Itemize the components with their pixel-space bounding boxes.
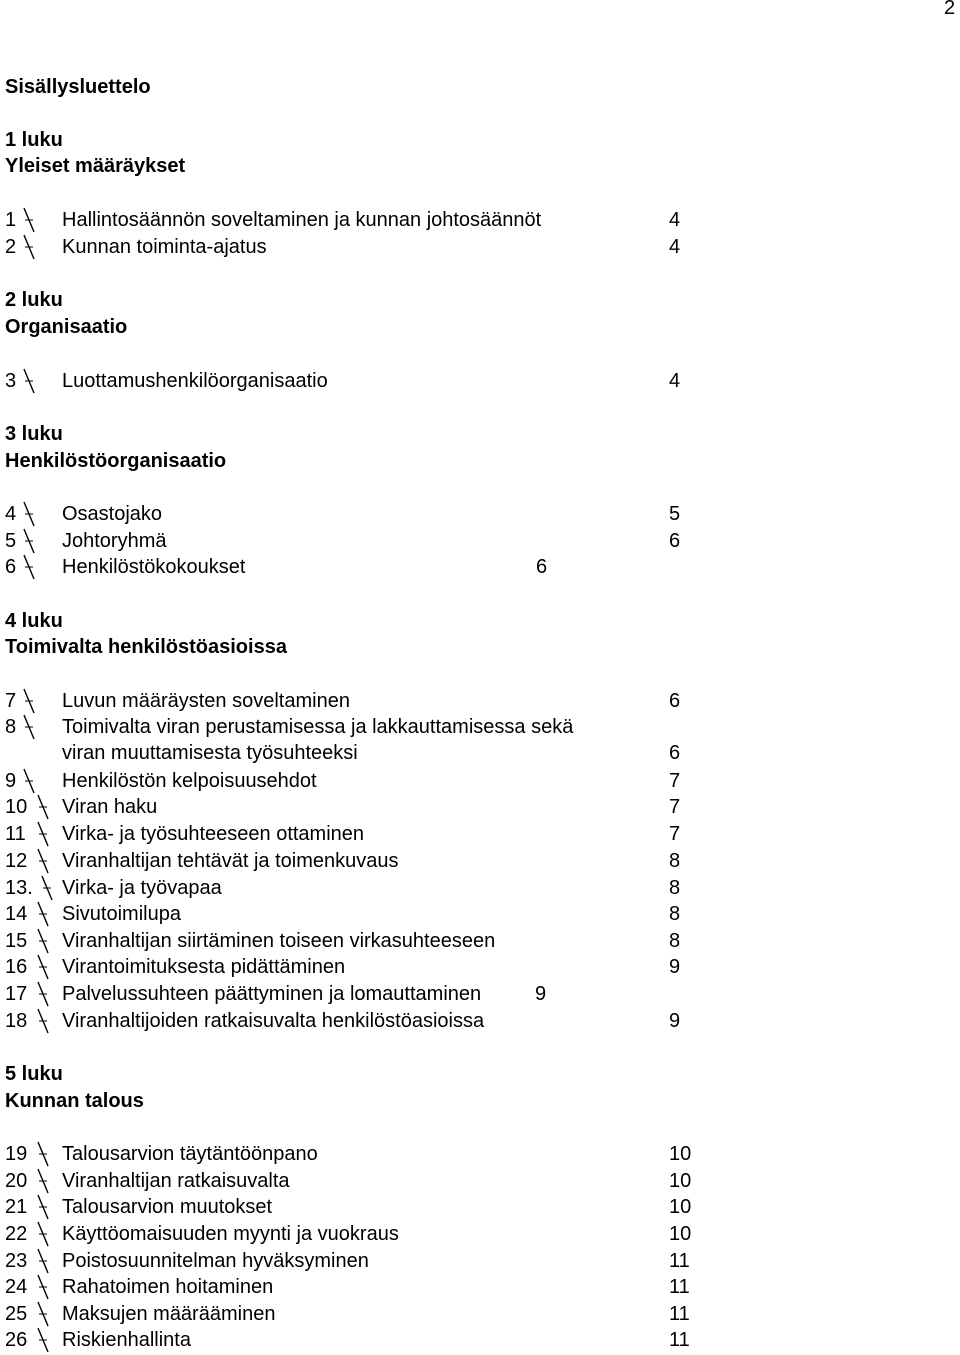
toc-entry xyxy=(5,928,705,954)
entry-page: 9 xyxy=(669,956,681,978)
entry-title: Maksujen määrääminen xyxy=(62,1303,276,1325)
entry-title: Virka- ja työvapaa xyxy=(62,877,222,899)
entry-number: 2 xyxy=(5,236,17,258)
section-sign-icon xyxy=(21,713,37,741)
toc-entry xyxy=(5,1194,705,1220)
toc-entry xyxy=(5,1221,705,1247)
toc-entry xyxy=(5,1168,705,1194)
entry-number: 21 xyxy=(5,1196,28,1218)
chapter-2-number: 2 luku xyxy=(5,289,63,311)
entry-title: Talousarvion täytäntöönpano xyxy=(62,1143,318,1165)
entry-page: 11 xyxy=(669,1329,690,1351)
toc-entry xyxy=(5,901,705,927)
entry-number: 17 xyxy=(5,983,28,1005)
entry-number: 6 xyxy=(5,556,17,578)
entry-number: 11 xyxy=(5,823,26,845)
entry-page: 9 xyxy=(535,983,547,1005)
section-sign-icon xyxy=(21,687,37,715)
chapter-5-name: Kunnan talous xyxy=(5,1090,144,1112)
entry-number: 7 xyxy=(5,690,17,712)
toc-entry xyxy=(5,501,705,527)
entry-number: 23 xyxy=(5,1250,28,1272)
chapter-1-name: Yleiset määräykset xyxy=(5,155,186,177)
entry-number: 26 xyxy=(5,1329,28,1351)
entry-title: Viran haku xyxy=(62,796,158,818)
section-sign-icon xyxy=(21,500,37,528)
entry-page: 11 xyxy=(669,1276,690,1298)
chapter-1-number: 1 luku xyxy=(5,129,63,151)
entry-page: 11 xyxy=(669,1303,690,1325)
entry-page: 10 xyxy=(669,1223,692,1245)
section-sign-icon xyxy=(35,1193,51,1221)
entry-number: 18 xyxy=(5,1010,28,1032)
entry-title: Poistosuunnitelman hyväksyminen xyxy=(62,1250,369,1272)
section-sign-icon xyxy=(35,1326,51,1354)
entry-number: 8 xyxy=(5,716,17,738)
toc-entry xyxy=(5,234,705,260)
section-sign-icon xyxy=(35,1007,51,1035)
entry-number: 25 xyxy=(5,1303,28,1325)
toc-entry xyxy=(5,688,705,714)
section-sign-icon xyxy=(21,553,37,581)
entry-title: Virka- ja työsuhteeseen ottaminen xyxy=(62,823,365,845)
entry-number: 24 xyxy=(5,1276,28,1298)
section-sign-icon xyxy=(21,233,37,261)
section-sign-icon xyxy=(35,1247,51,1275)
entry-number: 19 xyxy=(5,1143,28,1165)
toc-entry xyxy=(5,1327,705,1353)
section-sign-icon xyxy=(35,953,51,981)
entry-title: Kunnan toiminta-ajatus xyxy=(62,236,267,258)
entry-number: 13. xyxy=(5,877,33,899)
entry-title: Sivutoimilupa xyxy=(62,903,181,925)
chapter-5-number: 5 luku xyxy=(5,1063,63,1085)
entry-page: 6 xyxy=(669,530,681,552)
entry-number: 1 xyxy=(5,209,17,231)
chapter-4-number: 4 luku xyxy=(5,610,63,632)
toc-entry xyxy=(5,368,705,394)
toc-entry xyxy=(5,528,705,554)
chapter-4-name: Toimivalta henkilöstöasioissa xyxy=(5,636,287,658)
toc-entry xyxy=(5,981,705,1007)
entry-number: 12 xyxy=(5,850,28,872)
entry-title: Virantoimituksesta pidättäminen xyxy=(62,956,346,978)
entry-page: 8 xyxy=(669,930,681,952)
entry-page: 6 xyxy=(536,556,548,578)
entry-page: 6 xyxy=(669,690,681,712)
toc-entry xyxy=(5,1301,705,1327)
entry-page: 8 xyxy=(669,850,681,872)
entry-number: 4 xyxy=(5,503,17,525)
entry-number: 10 xyxy=(5,796,28,818)
section-sign-icon xyxy=(21,767,37,795)
entry-page: 8 xyxy=(669,877,681,899)
entry-title: Riskienhallinta xyxy=(62,1329,191,1351)
section-sign-icon xyxy=(35,820,51,848)
entry-page: 11 xyxy=(669,1250,690,1272)
toc-entry xyxy=(5,821,705,847)
toc-entry xyxy=(5,848,705,874)
entry-title: Luvun määräysten soveltaminen xyxy=(62,690,350,712)
entry-title: Johtoryhmä xyxy=(62,530,167,552)
toc-entry xyxy=(5,207,705,233)
entry-title: Toimivalta viran perustamisessa ja lakkauttamisessa sekä xyxy=(62,716,574,738)
section-sign-icon xyxy=(35,847,51,875)
toc-entry xyxy=(5,1274,705,1300)
section-sign-icon xyxy=(35,900,51,928)
toc-entry xyxy=(5,1141,705,1167)
entry-page: 10 xyxy=(669,1170,692,1192)
entry-title: Viranhaltijan ratkaisuvalta xyxy=(62,1170,290,1192)
entry-page: 10 xyxy=(669,1143,692,1165)
entry-title: Viranhaltijoiden ratkaisuvalta henkilöstöasioissa xyxy=(62,1010,485,1032)
entry-title-continuation: viran muuttamisesta työsuhteeksi xyxy=(62,742,358,764)
toc-entry xyxy=(5,875,705,901)
entry-title: Henkilöstön kelpoisuusehdot xyxy=(62,770,317,792)
section-sign-icon xyxy=(21,527,37,555)
section-sign-icon xyxy=(35,1167,51,1195)
entry-number: 20 xyxy=(5,1170,28,1192)
toc-entry xyxy=(5,554,705,580)
section-sign-icon xyxy=(35,1140,51,1168)
entry-title: Henkilöstökokoukset xyxy=(62,556,246,578)
section-sign-icon xyxy=(35,1273,51,1301)
chapter-3-name: Henkilöstöorganisaatio xyxy=(5,450,227,472)
entry-number: 16 xyxy=(5,956,28,978)
entry-page: 6 xyxy=(669,742,681,764)
entry-page: 5 xyxy=(669,503,681,525)
entry-page: 4 xyxy=(669,370,681,392)
toc-entry xyxy=(5,1008,705,1034)
chapter-3-number: 3 luku xyxy=(5,423,63,445)
toc-title: Sisällysluettelo xyxy=(5,76,151,98)
entry-title: Luottamushenkilöorganisaatio xyxy=(62,370,328,392)
toc-entry xyxy=(5,1248,705,1274)
section-sign-icon xyxy=(21,206,37,234)
entry-number: 5 xyxy=(5,530,17,552)
entry-title: Viranhaltijan tehtävät ja toimenkuvaus xyxy=(62,850,399,872)
entry-page: 9 xyxy=(669,1010,681,1032)
section-sign-icon xyxy=(35,793,51,821)
chapter-2-name: Organisaatio xyxy=(5,316,128,338)
section-sign-icon xyxy=(35,927,51,955)
entry-title: Hallintosäännön soveltaminen ja kunnan johtosäännöt xyxy=(62,209,542,231)
entry-page: 8 xyxy=(669,903,681,925)
toc-entry xyxy=(5,714,705,766)
entry-title: Palvelussuhteen päättyminen ja lomauttaminen xyxy=(62,983,482,1005)
section-sign-icon xyxy=(35,980,51,1008)
section-sign-icon xyxy=(35,1300,51,1328)
entry-title: Talousarvion muutokset xyxy=(62,1196,273,1218)
entry-title: Viranhaltijan siirtäminen toiseen virkasuhteeseen xyxy=(62,930,496,952)
entry-page: 4 xyxy=(669,209,681,231)
toc-entry xyxy=(5,794,705,820)
section-sign-icon xyxy=(35,1220,51,1248)
entry-number: 22 xyxy=(5,1223,28,1245)
entry-page: 4 xyxy=(669,236,681,258)
toc-entry xyxy=(5,954,705,980)
page-number: 2 xyxy=(944,0,956,19)
entry-number: 14 xyxy=(5,903,28,925)
section-sign-icon xyxy=(39,874,55,902)
entry-number: 15 xyxy=(5,930,28,952)
toc-entry xyxy=(5,768,705,794)
entry-title: Osastojako xyxy=(62,503,163,525)
entry-title: Käyttöomaisuuden myynti ja vuokraus xyxy=(62,1223,399,1245)
entry-page: 7 xyxy=(669,823,681,845)
entry-number: 3 xyxy=(5,370,17,392)
entry-title: Rahatoimen hoitaminen xyxy=(62,1276,274,1298)
entry-page: 7 xyxy=(669,770,681,792)
entry-page: 7 xyxy=(669,796,681,818)
entry-page: 10 xyxy=(669,1196,692,1218)
entry-number: 9 xyxy=(5,770,17,792)
section-sign-icon xyxy=(21,367,37,395)
